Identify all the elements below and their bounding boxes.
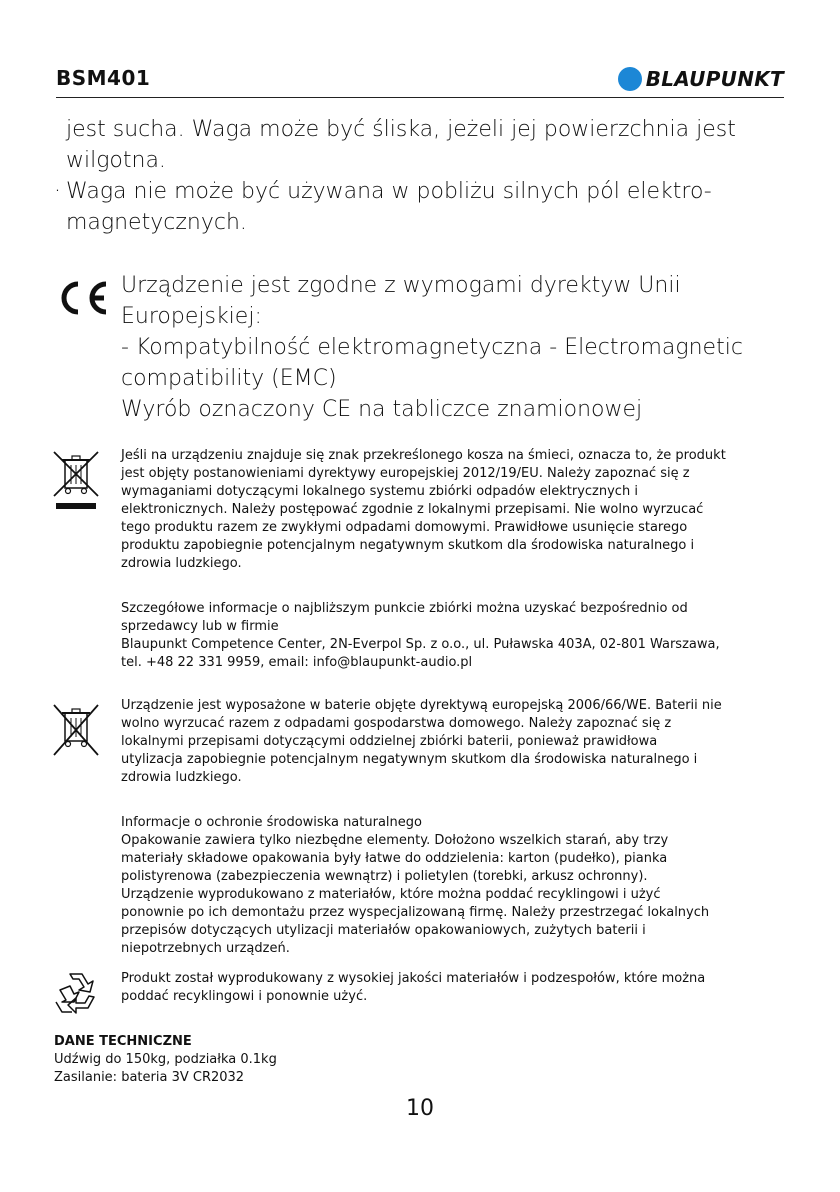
ce-line: - Kompatybilność elektromagnetyczna - Electromagnetic [121, 335, 743, 360]
safety-notes [54, 114, 806, 238]
collection-info [121, 600, 791, 672]
ce-conformity-text [121, 270, 791, 425]
weee-notice [121, 447, 791, 573]
technical-data [54, 1033, 554, 1087]
ce-mark-icon [54, 280, 110, 316]
safety-line-3: Waga nie może być używana w pobliżu silnych pól elektro- [66, 179, 712, 204]
safety-line-4: magnetycznych. [66, 210, 247, 235]
ce-line: Europejskiej: [121, 304, 262, 329]
tech-power: Zasilanie: bateria 3V CR2032 [54, 1070, 245, 1085]
battery-notice [121, 697, 791, 787]
safety-line-2: wilgotna. [66, 148, 166, 173]
battery-text: Urządzenie jest wyposażone w baterie objęte dyrektywą europejską 2006/66/WE. Baterii nie wolno wyrzucać razem z odpadami gospodarstwa domowego. Należy zapoznać się z lokalnymi przepisami dotyczącymi oddzielnej zbiórki baterii, ponieważ prawidłowa utylizacja zapobiegnie potencjalnym negatywnym skutkom dla środowiska naturalnego i zdrowia ludzkiego. [121, 698, 722, 785]
recycle-notice [121, 970, 791, 1006]
environment-info [121, 814, 791, 958]
brand-logo [618, 67, 784, 91]
ce-line: compatibility (EMC) [121, 366, 337, 391]
tech-capacity: Udźwig do 150kg, podziałka 0.1kg [54, 1052, 277, 1067]
page-number: 10 [406, 1096, 434, 1121]
ce-line: Urządzenie jest zgodne z wymogami dyrektyw Unii [121, 273, 681, 298]
brand-dot-icon [618, 67, 642, 91]
tech-title: DANE TECHNICZNE [54, 1034, 192, 1049]
recycle-text: Produkt został wyprodukowany z wysokiej jakości materiałów i podzespołów, które można poddać recyklingowi i ponownie użyć. [121, 971, 706, 1004]
safety-bullet-item [54, 176, 806, 207]
model-name: BSM401 [56, 66, 151, 90]
recycle-icon [52, 970, 100, 1016]
bullet-icon: · [54, 179, 61, 204]
collection-text: Szczegółowe informacje o najbliższym punkcie zbiórki można uzyskać bezpośrednio od sprzedawcy lub w firmie Blaupunkt Competence Center, 2N-Everpol Sp. z o.o., ul. Puławska 403A, 02-801 Warszawa, tel. +48 22 331 9959, email: info@blaupunkt-audio.pl [121, 601, 720, 670]
environment-text: Informacje o ochronie środowiska naturalnego Opakowanie zawiera tylko niezbędne elementy. Dołożono wszelkich starań, aby trzy materiały składowe opakowania były łatwe do oddzielenia: karton (pudełko), pianka polistyrenowa (zabezpieczenia wewnątrz) i polietylen (torebki, arkusz ochronny). Urządzenie wyprodukowano z materiałów, które można poddać recyklingowi i użyć ponownie po ich demontażu przez wyspecjalizowaną firmę. Należy przestrzegać lokalnych przepisów dotyczących utylizacji materiałów opakowaniowych, zużytych baterii i niepotrzebnych urządzeń. [121, 815, 710, 956]
weee-text: Jeśli na urządzeniu znajduje się znak przekreślonego kosza na śmieci, oznacza to, że produkt jest objęty postanowieniami dyrektywy europejskiej 2012/19/EU. Należy zapoznać się z wymaganiami dotyczącymi lokalnego systemu zbiórki odpadów elektrycznych i elektronicznych. Należy postępować zgodnie z lokalnymi przepisami. Nie wolno wyrzucać tego produktu razem ze zwykłymi odpadami domowymi. Prawidłowe usunięcie starego produktu zapobiegnie potencjalnym negatywnym skutkom dla środowiska naturalnego i zdrowia ludzkiego. [121, 448, 726, 571]
ce-line: Wyrób oznaczony CE na tabliczce znamionowej [121, 397, 643, 422]
crossed-bin-battery-icon [52, 703, 100, 759]
safety-line-1: jest sucha. Waga może być śliska, jeżeli jej powierzchnia jest [66, 117, 736, 142]
page-header [56, 66, 784, 94]
header-divider [56, 97, 784, 98]
crossed-bin-icon [52, 450, 100, 512]
brand-name: BLAUPUNKT [645, 67, 784, 91]
